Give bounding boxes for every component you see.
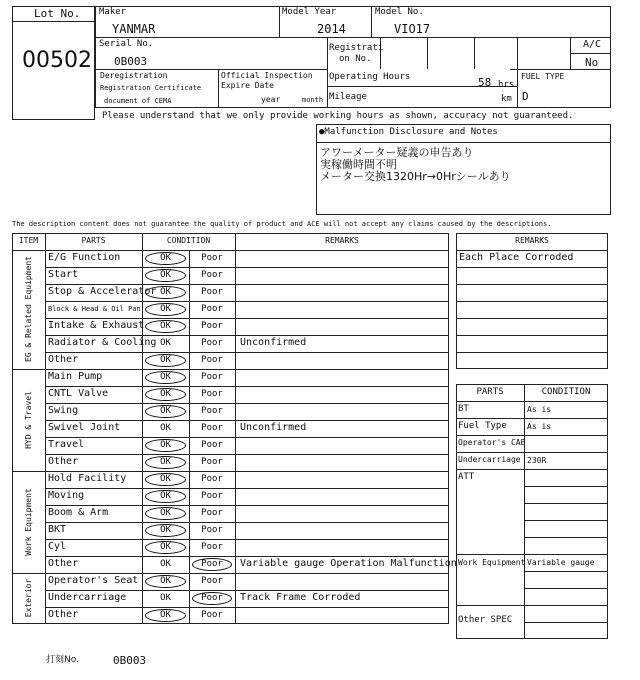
row-remark: Unconfirmed [240,421,307,433]
remarks-row-divider [456,352,608,353]
condition-ok: OK [160,558,171,569]
serial-no-label: Serial No. [99,39,154,49]
condition-ok: OK [160,592,171,603]
att-label: ATT [458,472,475,482]
row-divider [45,301,449,302]
ac-value: No [585,56,599,69]
condition-poor: Poor [201,405,223,416]
column-divider [45,233,46,624]
row-divider [45,267,449,268]
condition-poor: Poor [201,507,223,518]
part-name: Boom & Arm [48,506,109,518]
hrs-label: hrs [498,80,515,90]
row-divider [45,556,449,557]
parts-row-divider [524,520,608,521]
registration-label-2: on No. [339,54,372,64]
part-name: Cyl [48,540,67,552]
other-spec-label: Other SPEC [458,615,513,625]
row-divider [45,539,449,540]
condition-poor: Poor [201,473,223,484]
condition-ok: OK [160,456,171,467]
condition-poor: Poor [201,354,223,365]
remarks-header-divider [456,250,608,251]
malfunction-title: ●Malfunction Disclosure and Notes [319,127,498,137]
parts-row-condition: As is [527,422,552,431]
row-remark: Variable gauge Operation Malfunction [240,557,457,569]
model-year-value: 2014 [317,22,346,36]
condition-poor: Poor [201,303,223,314]
remarks-row-divider [456,284,608,285]
row-divider [45,386,449,387]
poor-selected-mark [192,592,232,605]
part-name: Start [48,268,79,280]
condition-ok: OK [160,575,171,586]
condition-ok: OK [160,507,171,518]
part-name: Swing [48,404,79,416]
model-year-label: Model Year [282,7,337,17]
group-divider [12,573,449,574]
parts-row-name: Operator's CAB [458,438,526,447]
condition-poor: Poor [201,575,223,586]
group-label: HYD & Travel [23,390,33,449]
part-name: Undercarriage [48,591,127,603]
header-remarks: REMARKS [325,236,359,245]
condition-poor: Poor [201,558,223,569]
registration-label-1: Registrati [329,43,384,53]
condition-ok: OK [160,371,171,382]
remarks-row-divider [456,267,608,268]
part-name: Hold Facility [48,472,127,484]
ok-selected-mark [145,575,186,588]
condition-poor: Poor [201,541,223,552]
inspection-label-1: Official Inspection [221,71,313,80]
condition-poor: Poor [201,456,223,467]
condition-ok: OK [160,388,171,399]
serial-no-value: 0B003 [114,55,148,68]
parts-row-condition: As is [527,405,552,414]
parts-header-divider [456,401,608,402]
group-label: EG & Related Equipment [23,256,33,362]
poor-selected-mark [192,558,232,571]
part-name: BKT [48,523,67,535]
parts-column-divider [524,384,525,639]
parts-row-divider [456,469,608,470]
condition-header: CONDITION [541,387,591,397]
parts-row-divider [456,605,608,606]
ok-selected-mark [145,371,186,384]
operating-hours-label: Operating Hours [329,72,411,82]
condition-ok: OK [160,422,171,433]
row-divider [45,403,449,404]
parts-row-name: Fuel Type [458,421,507,431]
condition-poor: Poor [201,422,223,433]
group-divider [12,471,449,472]
condition-ok: OK [160,286,171,297]
column-divider [235,233,236,624]
remarks-header: REMARKS [515,236,549,245]
part-name: Stop & Accelerator [48,285,157,297]
row-divider [45,420,449,421]
operating-hours-value: 58 [478,76,492,89]
km-label: km [501,94,512,104]
part-name: Other [48,557,79,569]
parts-row-divider [524,537,608,538]
row-divider [45,522,449,523]
month-label: month [302,96,324,104]
ok-selected-mark [145,439,186,452]
condition-poor: Poor [201,337,223,348]
header-condition: CONDITION [166,236,211,245]
lot-no-value: 00502 [22,48,92,73]
row-divider [45,335,449,336]
part-name: Block & Head & Oil Pan [48,304,141,313]
cema-label: document of CEMA [104,97,172,105]
condition-poor: Poor [201,609,223,620]
condition-ok: OK [160,354,171,365]
condition-poor: Poor [201,371,223,382]
row-divider [45,505,449,506]
model-no-label: Model No. [375,7,424,17]
remarks-row-text: Each Place Corroded [459,251,574,263]
ok-selected-mark [145,252,186,265]
group-label: Exterior [23,578,33,618]
remarks-row-divider [456,318,608,319]
malfunction-line-3: メーター交換1320Hr→0Hrシールあり [320,170,511,183]
ok-selected-mark [145,490,186,503]
condition-ok: OK [160,405,171,416]
row-remark: Track Frame Corroded [240,591,361,603]
parts-row-divider [456,435,608,436]
group-label: Work Equipment [23,487,33,556]
part-name: Main Pump [48,370,103,382]
ok-selected-mark [145,507,186,520]
condition-poor: Poor [201,490,223,501]
group-divider [12,369,449,370]
condition-ok: OK [160,439,171,450]
ok-selected-mark [145,388,186,401]
part-name: Operator's Seat [48,574,139,586]
part-name: Moving [48,489,85,501]
row-divider [45,437,449,438]
lot-no-label: Lot No. [34,7,81,20]
ok-selected-mark [145,524,186,537]
row-divider [45,454,449,455]
row-divider [45,284,449,285]
part-name: Swivel Joint [48,421,121,433]
malfunction-line-2: 実稼働時間不明 [320,158,397,171]
ok-selected-mark [145,609,186,622]
condition-ok: OK [160,609,171,620]
hours-notice: Please understand that we only provide working hours as shown, accuracy not guaranteed. [102,111,574,121]
mileage-label: Mileage [329,92,367,102]
row-divider [45,607,449,608]
row-divider [45,318,449,319]
description-notice: The description content does not guarantee the quality of product and ACE will not accept any claims caused by the descriptions. [12,220,552,228]
condition-ok: OK [160,473,171,484]
ok-selected-mark [145,269,186,282]
condition-poor: Poor [201,269,223,280]
condition-ok: OK [160,320,171,331]
work-equipment-label: Work Equipment [458,558,526,567]
part-name: Radiator & Cooling [48,336,157,348]
registration-certificate-label: Registration Certificate [100,84,202,92]
part-name: E/G Function [48,251,121,263]
condition-ok: OK [160,337,171,348]
parts-row-divider [524,588,608,589]
part-name: CNTL Valve [48,387,109,399]
condition-poor: Poor [201,252,223,263]
ok-selected-mark [145,286,186,299]
parts-row-divider [456,554,608,555]
work-equipment-value: Variable gauge [527,558,595,567]
parts-row-name: BT [458,404,469,414]
row-divider [45,590,449,591]
condition-poor: Poor [201,592,223,603]
condition-poor: Poor [201,439,223,450]
parts-row-divider [456,418,608,419]
ok-selected-mark [145,405,186,418]
ok-selected-mark [145,303,186,316]
condition-poor: Poor [201,320,223,331]
condition-poor: Poor [201,388,223,399]
fuel-type-label: FUEL TYPE [521,72,565,81]
condition-ok: OK [160,490,171,501]
parts-row-condition: 230R [527,456,547,465]
model-no-value: VIO17 [394,22,431,36]
row-divider [45,352,449,353]
maker-label: Maker [99,7,127,17]
ok-selected-mark [145,320,186,333]
remarks-row-divider [456,335,608,336]
malfunction-line-1: アワーメーター疑義の申告あり [320,146,474,159]
header-parts: PARTS [81,236,106,245]
part-name: Other [48,353,79,365]
part-name: Intake & Exhaust [48,319,145,331]
part-name: Other [48,455,79,467]
ok-selected-mark [145,473,186,486]
fuel-type-value: D [522,90,529,103]
year-label: year [261,95,281,104]
part-name: Travel [48,438,85,450]
deregistration-label: Deregistration [100,71,168,80]
stamp-value: 0B003 [113,654,147,667]
part-name: Other [48,608,79,620]
parts-row-divider [456,452,608,453]
condition-ok: OK [160,541,171,552]
parts-row-name: Undercarriage [458,455,521,464]
parts-row-divider [524,622,608,623]
header-item: ITEM [18,236,39,245]
condition-poor: Poor [201,286,223,297]
parts-row-divider [524,486,608,487]
row-divider [45,488,449,489]
parts-row-divider [524,571,608,572]
remarks-row-divider [456,301,608,302]
condition-ok: OK [160,524,171,535]
stamp-label: 打刻No. [46,655,79,665]
ok-selected-mark [145,354,186,367]
condition-ok: OK [160,252,171,263]
maker-value: YANMAR [112,22,156,36]
condition-ok: OK [160,303,171,314]
parts-row-divider [524,503,608,504]
row-remark: Unconfirmed [240,336,307,348]
condition-ok: OK [160,269,171,280]
ok-selected-mark [145,541,186,554]
ok-selected-mark [145,456,186,469]
condition-poor: Poor [201,524,223,535]
parts-header: PARTS [476,387,504,397]
table-header-divider [12,250,449,251]
inspection-label-2: Expire Date [221,81,274,90]
ac-label: A/C [583,39,602,50]
